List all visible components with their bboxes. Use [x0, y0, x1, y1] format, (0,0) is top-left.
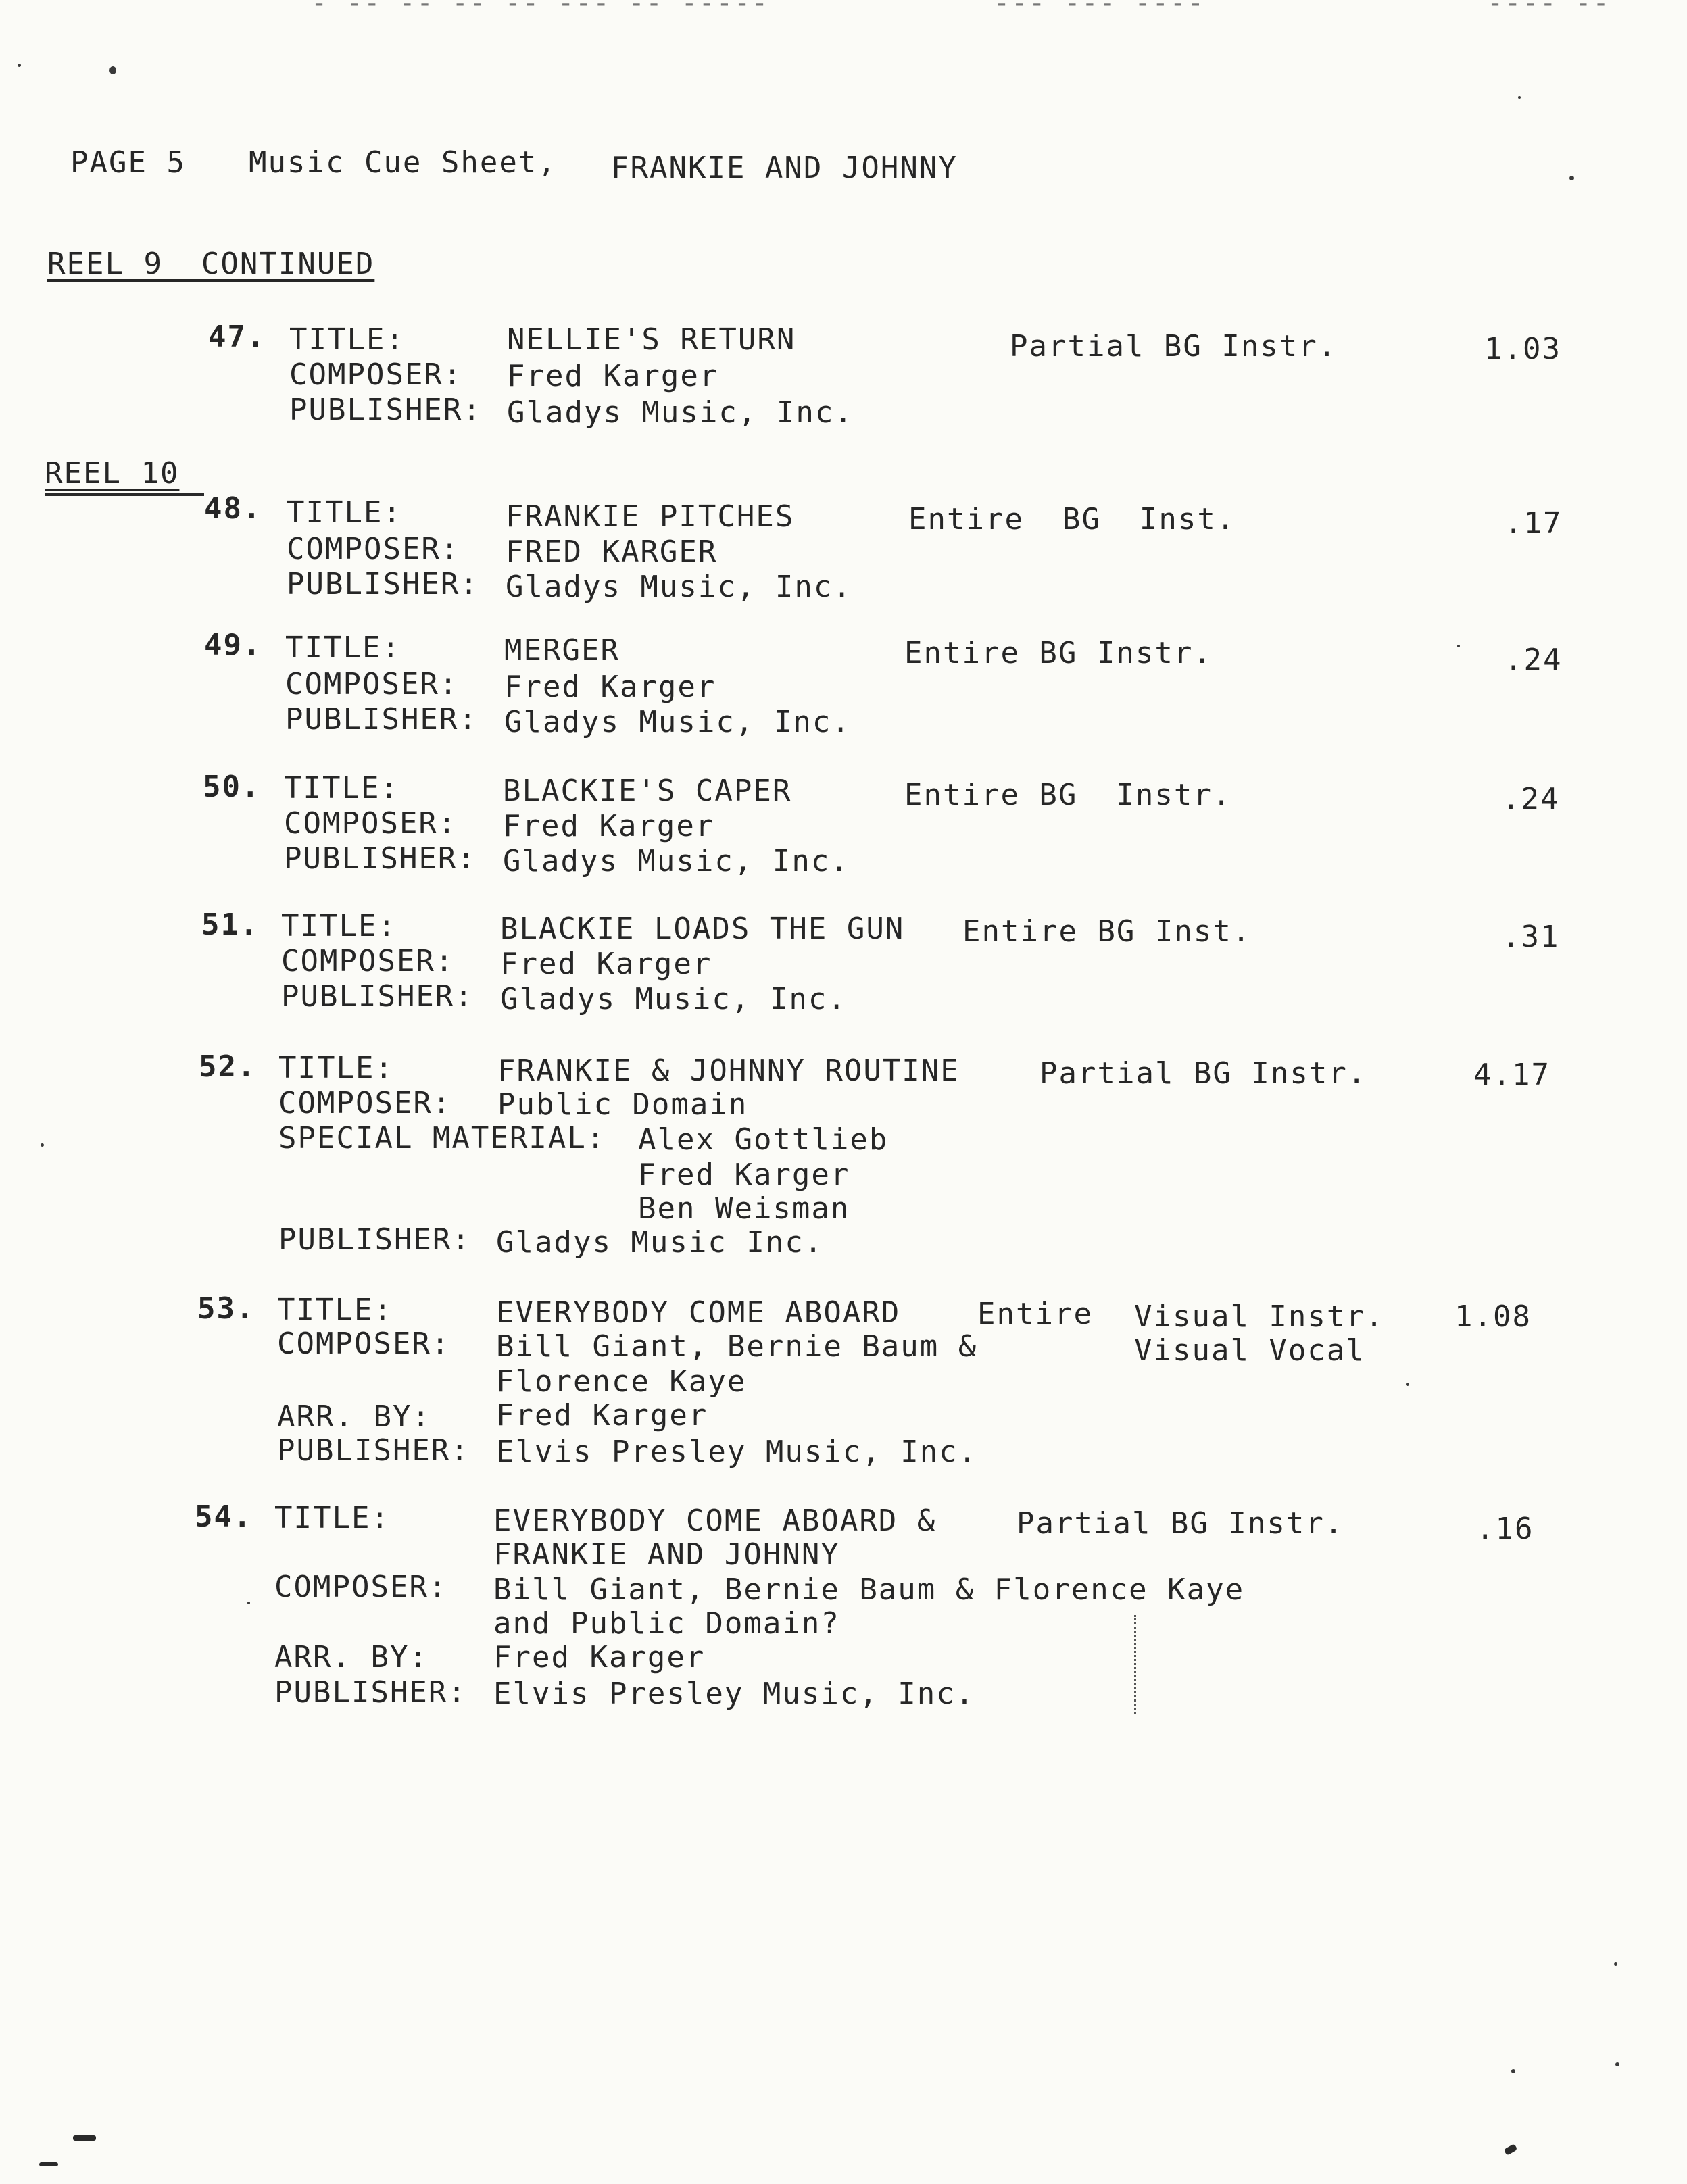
cue-title: BLACKIE LOADS THE GUN — [500, 912, 905, 946]
cue-time: 1.08 — [1454, 1299, 1532, 1334]
scan-speck — [109, 66, 116, 74]
cue-publisher: Elvis Presley Music, Inc. — [496, 1435, 978, 1469]
cue-number: 49. — [204, 628, 262, 662]
top-fragment-left: - -- -- -- -- --- -- ----- — [311, 0, 770, 19]
cue-number: 53. — [197, 1291, 255, 1326]
cue-publisher: Gladys Music, Inc. — [506, 570, 852, 604]
publisher-label: PUBLISHER: — [284, 841, 476, 876]
special-material-name: Ben Weisman — [638, 1191, 850, 1226]
title-label: TITLE: — [285, 630, 401, 665]
top-fragment-right: ---- -- — [1487, 0, 1611, 19]
cue-composer-line-2: and Public Domain? — [493, 1606, 840, 1641]
reel-9-continued-heading: REEL 9 CONTINUED — [47, 247, 375, 281]
cue-number: 50. — [203, 770, 261, 804]
cue-usage-a: Entire — [977, 1297, 1093, 1331]
reel-10-underline-extension — [45, 493, 204, 496]
cue-arranger: Fred Karger — [493, 1640, 706, 1674]
cue-usage: Entire BG Instr. — [904, 636, 1213, 670]
cue-composer: FRED KARGER — [506, 535, 718, 569]
cue-publisher: Gladys Music, Inc. — [504, 705, 851, 739]
scan-speck — [1615, 2062, 1619, 2066]
cue-usage: Entire BG Inst. — [962, 914, 1252, 949]
cue-time: .24 — [1505, 643, 1563, 677]
title-label: TITLE: — [277, 1293, 393, 1327]
arr-by-label: ARR. BY: — [277, 1399, 431, 1434]
special-material-label: SPECIAL MATERIAL: — [278, 1121, 606, 1156]
cue-time: .17 — [1505, 506, 1563, 541]
scan-mark — [73, 2135, 96, 2141]
cue-usage: Entire BG Inst. — [908, 502, 1236, 537]
cue-number: 51. — [201, 908, 260, 942]
cue-usage: Partial BG Instr. — [1017, 1506, 1344, 1541]
cue-usage: Entire BG Instr. — [904, 778, 1232, 812]
cue-time: .24 — [1502, 782, 1560, 816]
cue-number: 54. — [195, 1499, 253, 1534]
scan-speck — [247, 1602, 250, 1604]
title-label: TITLE: — [287, 495, 402, 530]
cue-usage: Partial BG Instr. — [1040, 1056, 1367, 1091]
composer-label: COMPOSER: — [289, 357, 463, 392]
composer-label: COMPOSER: — [281, 944, 455, 978]
cue-composer: Fred Karger — [504, 670, 716, 704]
cue-number: 47. — [208, 320, 266, 354]
scan-speck — [1511, 2069, 1515, 2073]
cue-composer-line-1: Bill Giant, Bernie Baum & Florence Kaye — [493, 1572, 1245, 1607]
title-label: TITLE: — [289, 322, 405, 357]
cue-title: MERGER — [504, 633, 620, 668]
scan-speck — [18, 64, 21, 67]
composer-label: COMPOSER: — [285, 667, 459, 701]
cue-title: EVERYBODY COME ABOARD — [496, 1295, 901, 1330]
cue-composer: Fred Karger — [503, 809, 715, 843]
cue-title: FRANKIE PITCHES — [506, 499, 795, 534]
cue-title-line-1: EVERYBODY COME ABOARD & — [493, 1504, 937, 1538]
composer-label: COMPOSER: — [278, 1086, 452, 1120]
publisher-label: PUBLISHER: — [278, 1222, 471, 1257]
publisher-label: PUBLISHER: — [285, 702, 478, 737]
cue-composer: Fred Karger — [500, 947, 712, 981]
publisher-label: PUBLISHER: — [289, 393, 482, 427]
dotted-scan-mark — [1134, 1615, 1136, 1714]
cue-number: 48. — [204, 491, 262, 526]
composer-label: COMPOSER: — [277, 1326, 451, 1361]
composer-label: COMPOSER: — [284, 806, 458, 841]
scan-speck — [41, 1143, 44, 1147]
scan-speck — [1406, 1383, 1409, 1386]
publisher-label: PUBLISHER: — [274, 1675, 467, 1710]
scan-speck — [1569, 176, 1574, 180]
title-label: TITLE: — [274, 1501, 390, 1535]
cue-title: FRANKIE & JOHNNY ROUTINE — [497, 1053, 960, 1088]
cue-usage-b1: Visual Instr. — [1134, 1299, 1385, 1334]
cue-title-line-2: FRANKIE AND JOHNNY — [493, 1537, 840, 1572]
scan-speck — [1614, 1962, 1617, 1966]
special-material-name: Fred Karger — [638, 1158, 850, 1192]
cue-title: NELLIE'S RETURN — [507, 322, 796, 357]
title-label: TITLE: — [278, 1051, 394, 1085]
cue-publisher: Elvis Presley Music, Inc. — [493, 1677, 975, 1711]
cue-publisher: Gladys Music Inc. — [496, 1225, 824, 1260]
cue-time: 1.03 — [1484, 332, 1561, 366]
publisher-label: PUBLISHER: — [281, 979, 474, 1014]
cue-time: .16 — [1476, 1512, 1534, 1546]
scan-mark — [39, 2162, 58, 2166]
cue-composer: Public Domain — [497, 1087, 748, 1122]
cue-number: 52. — [199, 1049, 257, 1084]
header-sheet: Music Cue Sheet, — [249, 145, 557, 180]
scan-speck — [1457, 645, 1460, 647]
publisher-label: PUBLISHER: — [277, 1433, 470, 1468]
scan-mark — [1504, 2143, 1518, 2156]
reel-10-heading: REEL 10 — [45, 456, 180, 491]
cue-composer-line-2: Florence Kaye — [496, 1364, 747, 1399]
cue-time: .31 — [1502, 920, 1560, 954]
special-material-name: Alex Gottlieb — [638, 1122, 889, 1157]
scan-speck — [1518, 96, 1521, 99]
cue-composer: Fred Karger — [507, 359, 719, 393]
title-label: TITLE: — [281, 909, 397, 943]
top-fragment-middle: --- --- ---- — [994, 0, 1205, 19]
composer-label: COMPOSER: — [287, 532, 460, 566]
cue-arranger: Fred Karger — [496, 1398, 708, 1433]
composer-label: COMPOSER: — [274, 1570, 448, 1604]
cue-time: 4.17 — [1473, 1058, 1550, 1092]
title-label: TITLE: — [284, 771, 399, 805]
cue-usage-b2: Visual Vocal — [1134, 1333, 1365, 1368]
header-film-title: FRANKIE AND JOHNNY — [611, 151, 958, 185]
cue-publisher: Gladys Music, Inc. — [507, 395, 854, 430]
header-page: PAGE 5 — [70, 145, 186, 180]
cue-title: BLACKIE'S CAPER — [503, 774, 792, 808]
cue-usage: Partial BG Instr. — [1010, 329, 1338, 364]
cue-publisher: Gladys Music, Inc. — [503, 844, 850, 878]
publisher-label: PUBLISHER: — [287, 567, 479, 601]
cue-composer-line-1: Bill Giant, Bernie Baum & — [496, 1329, 978, 1364]
cue-publisher: Gladys Music, Inc. — [500, 982, 847, 1016]
arr-by-label: ARR. BY: — [274, 1640, 429, 1674]
